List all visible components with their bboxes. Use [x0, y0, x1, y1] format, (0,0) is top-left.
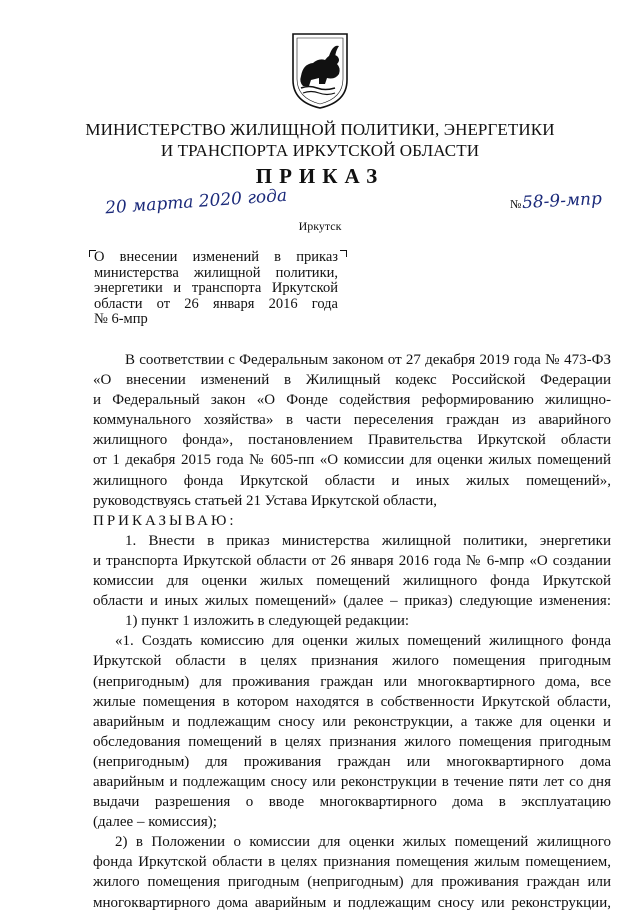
body-line: жилые помещения в котором находятся в собственности Иркутской области,: [93, 693, 611, 710]
document-number-label: №: [510, 197, 522, 211]
body-line: «1. Создать комиссию для оценки жилых помещений жилищного фонда: [115, 633, 611, 650]
document-date-handwritten: 20 марта 2020 года: [104, 185, 288, 219]
body-line: (далее – комиссия);: [93, 814, 217, 831]
body-line: обследования помещений в целях признания жилого помещения пригодным: [93, 733, 611, 750]
body-line: коммунального хозяйства» в части переселения граждан из аварийного: [93, 412, 611, 429]
body-line: жилого помещения пригодным (непригодным) для проживания граждан или: [93, 874, 611, 891]
body-line: и транспорта Иркутской области от 26 января 2016 года № 6-мпр «О создании: [93, 552, 611, 569]
subject-corner-right: [340, 250, 347, 257]
body-line: и Федеральный закон «О Фонде содействия реформированию жилищно-: [93, 392, 611, 409]
body-line: 1) пункт 1 изложить в следующей редакции:: [125, 613, 410, 630]
body-line: аварийным и подлежащим сносу или реконструкции, а также для оценки и: [93, 713, 611, 730]
body-line: жилищного фонда», постановлением Правительства Иркутской области: [93, 432, 611, 449]
ministry-name-line2: И ТРАНСПОРТА ИРКУТСКОЙ ОБЛАСТИ: [160, 141, 480, 160]
coat-of-arms-emblem: [289, 30, 351, 110]
order-keyword: ПРИКАЗЫВАЮ:: [93, 512, 237, 529]
body-line: В соответствии с Федеральным законом от 27 декабря 2019 года № 473-ФЗ: [125, 352, 611, 368]
body-line: области и иных жилых помещений» (далее – приказ) следующие изменения:: [93, 593, 611, 610]
body-line: жилищного фонда Иркутской области и иных жилых помещений»,: [93, 472, 611, 489]
document-city: Иркутск: [298, 219, 342, 233]
body-line: Иркутской области в целях признания жилого помещения пригодным: [93, 653, 611, 670]
subject-line: области от 26 января 2016 года: [94, 295, 338, 312]
document-number-handwritten: 58-9-мпр: [521, 188, 603, 214]
body-line: 1. Внести в приказ министерства жилищной политики, энергетики: [125, 532, 611, 549]
body-line: (непригодным) для проживания граждан или многоквартирного дома, все: [93, 673, 611, 690]
body-line: многоквартирного дома аварийным и подлежащим сносу или реконструкции,: [93, 894, 611, 911]
ministry-name-line1: МИНИСТЕРСТВО ЖИЛИЩНОЙ ПОЛИТИКИ, ЭНЕРГЕТИКИ: [85, 120, 555, 139]
body-line: руководствуясь статьей 21 Устава Иркутской области,: [93, 492, 437, 509]
body-line: «О внесении изменений в Жилищный кодекс Российской Федерации: [93, 372, 611, 389]
body-line: комиссии для оценки жилых помещений жилищного фонда Иркутской: [93, 573, 611, 590]
document-body: [93, 350, 611, 913]
subject-line: О внесении изменений в приказ: [94, 249, 338, 265]
body-line: выдачи разрешения о вводе многоквартирного дома в эксплуатацию: [93, 794, 611, 811]
body-line: от 1 декабря 2015 года № 605-пп «О комиссии для оценки жилых помещений: [93, 452, 611, 469]
subject-line: министерства жилищной политики,: [94, 264, 338, 281]
body-line: фонда Иркутской области в целях признания помещения жилым помещением,: [93, 854, 611, 871]
body-line: (непригодным) для проживания граждан или многоквартирного дома: [93, 753, 611, 770]
subject-line: энергетики и транспорта Иркутской: [94, 280, 338, 297]
document-type-title: ПРИКАЗ: [255, 164, 385, 188]
subject-line: № 6-мпр: [94, 311, 148, 328]
body-line: 2) в Положении о комиссии для оценки жилых помещений жилищного: [115, 834, 611, 851]
document-subject: [94, 250, 338, 328]
body-line: аварийным и подлежащим сносу или реконструкции в течение пяти лет со дня: [93, 773, 611, 790]
